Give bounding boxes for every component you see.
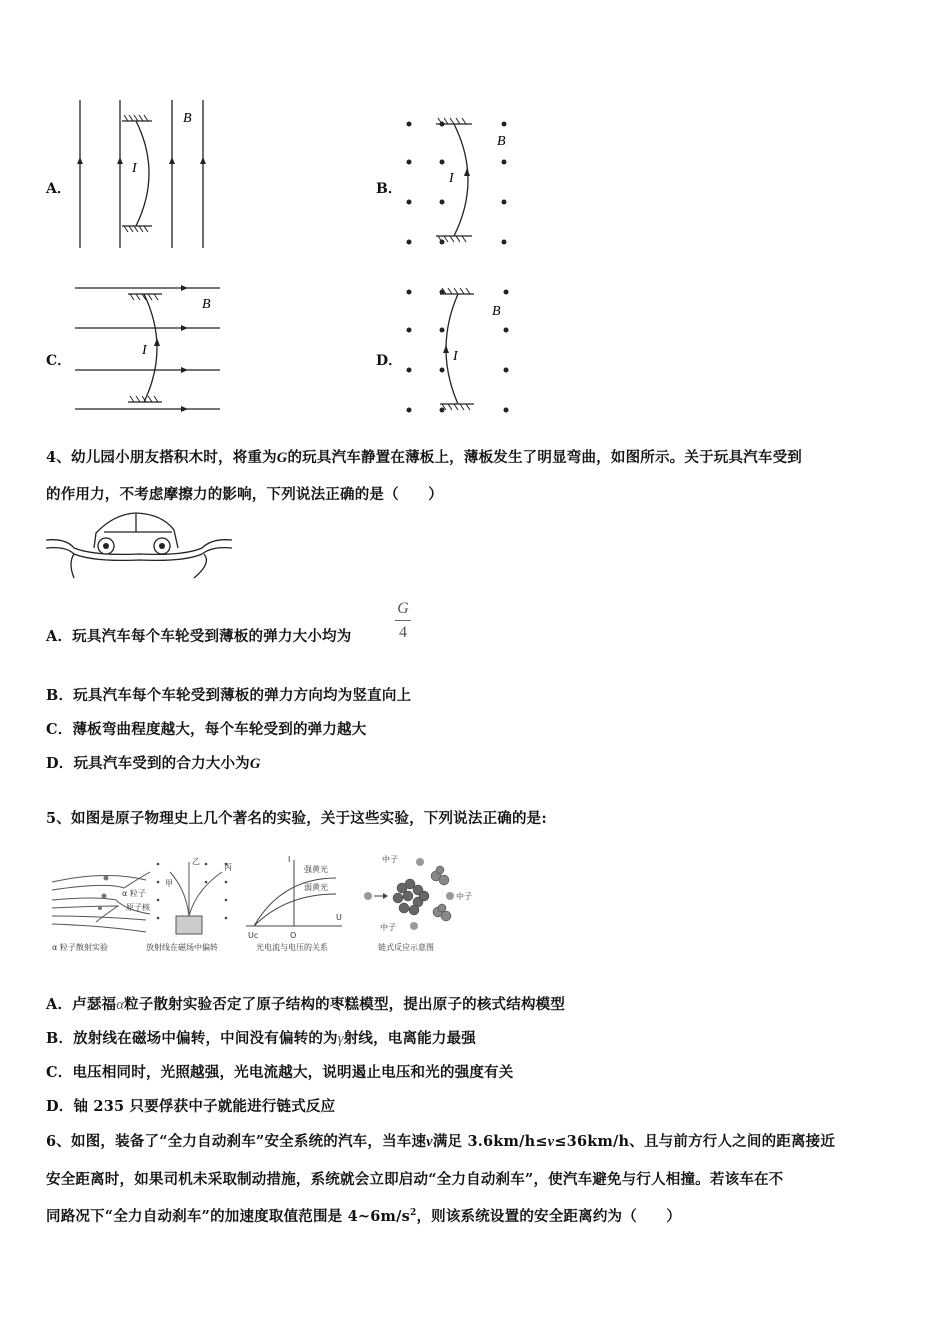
caption-photocurrent: 光电流与电压的关系 — [256, 943, 328, 952]
q4-option-b: B．玩具汽车每个车轮受到薄板的弹力方向均为竖直向上 — [46, 687, 412, 704]
label-current-i: I — [449, 171, 454, 186]
q4-stem-line1: 4、幼儿园小朋友搭积木时，将重为G的玩具汽车静置在薄板上，薄板发生了明显弯曲，如图所示。关于玩具汽车受到 — [46, 449, 802, 466]
q6-stem-line1: 6、如图，装备了“全力自动刹车”安全系统的汽车，当车速v满足 3.6km/h≤v≤36km/h、且与前方行人之间的距离接近 — [46, 1133, 836, 1150]
q6-stem-line3: 同路况下“全力自动刹车”的加速度取值范围是 $4\sim 6m/s^2$，则该系统设置的安全距离约为（ ） — [46, 1208, 682, 1225]
car-on-board-figure — [44, 508, 234, 580]
label-field-b: B — [492, 304, 501, 319]
label-field-b: B — [183, 111, 192, 126]
neutron-label-3: 中子 — [380, 923, 396, 932]
chain-reaction-panel — [364, 854, 472, 952]
axis-current-i: I — [288, 855, 291, 864]
option-c-label: C． — [46, 353, 72, 369]
label-current-i: I — [142, 343, 147, 358]
weak-yellow-light-label: 弱黄光 — [304, 883, 328, 892]
label-stopping-voltage: Uc — [248, 931, 259, 940]
alpha-scattering-panel — [52, 872, 150, 932]
label-field-b: B — [202, 297, 211, 312]
q4-option-d: D．玩具汽车受到的合力大小为G — [46, 755, 261, 772]
radiation-deflection-panel — [157, 863, 228, 920]
q4-stem-line2: 的作用力，不考虑摩擦力的影响，下列说法正确的是（ ） — [46, 486, 443, 503]
q4-option-c: C．薄板弯曲程度越大，每个车轮受到的弹力越大 — [46, 721, 367, 738]
q5-option-b: B．放射线在磁场中偏转，中间没有偏转的为γ射线，电离能力最强 — [46, 1030, 476, 1047]
option-b-label: B． — [376, 181, 402, 197]
q6-stem-line2: 安全距离时，如果司机未采取制动措施，系统就会立即启动“全力自动刹车”，使汽车避免与行人相撞。若该车在不 — [46, 1171, 784, 1188]
figure-option-d — [400, 282, 520, 422]
alpha-particle-label: α 粒子 — [122, 889, 146, 898]
caption-chain-reaction: 链式反应示意图 — [378, 943, 434, 952]
neutron-label-1: 中子 — [382, 855, 398, 864]
label-jia: 甲 — [165, 879, 173, 888]
strong-yellow-light-label: 强黄光 — [304, 865, 328, 874]
q5-option-d: D．铀 235 只要俘获中子就能进行链式反应 — [46, 1098, 336, 1115]
nucleus-label: 原子核 — [126, 903, 150, 912]
q4-option-a: A．玩具汽车每个车轮受到薄板的弹力大小均为 — [46, 628, 352, 645]
label-current-i: I — [132, 161, 137, 176]
fraction-denominator: 4 — [399, 624, 407, 641]
figure-option-c — [70, 282, 230, 417]
label-yi: 乙 — [192, 857, 200, 866]
figure-option-a — [70, 95, 220, 255]
fraction-bar — [395, 620, 411, 621]
q5-option-a: A．卢瑟福α粒子散射实验否定了原子结构的枣糕模型，提出原子的核式结构模型 — [46, 996, 566, 1013]
fraction-numerator: G — [397, 600, 409, 617]
q5-option-c: C．电压相同时，光照越强，光电流越大，说明遏止电压和光的强度有关 — [46, 1064, 514, 1081]
atomic-experiments-figure — [46, 850, 476, 960]
label-current-i: I — [453, 349, 458, 364]
caption-alpha-scattering: α 粒子散射实验 — [52, 943, 108, 952]
option-d-label: D． — [376, 353, 403, 369]
axis-voltage-u: U — [336, 913, 342, 922]
option-a-label: A． — [46, 181, 71, 197]
label-origin: O — [290, 931, 297, 940]
figure-option-b — [400, 110, 520, 250]
label-bing: 丙 — [224, 863, 232, 872]
neutron-label-2: 中子 — [456, 892, 472, 901]
label-field-b: B — [497, 134, 506, 149]
caption-radiation-deflection: 放射线在磁场中偏转 — [146, 943, 218, 952]
q5-stem: 5、如图是原子物理史上几个著名的实验，关于这些实验，下列说法正确的是: — [46, 810, 547, 827]
